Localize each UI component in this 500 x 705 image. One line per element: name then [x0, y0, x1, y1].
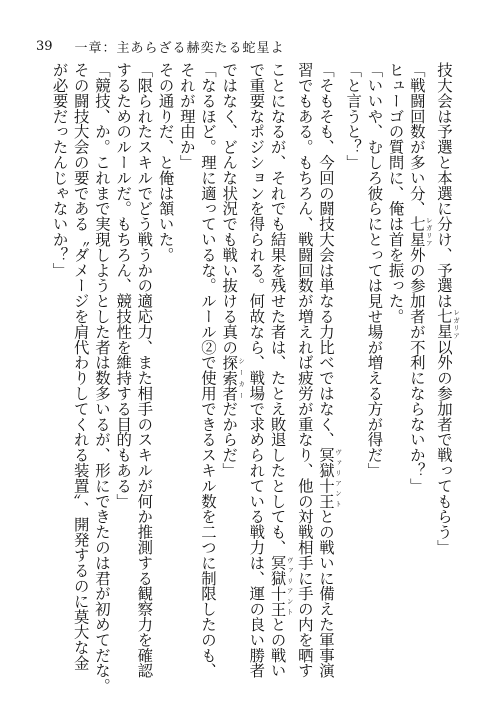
text-line	[48, 62, 69, 690]
text-segment: 「戦闘回数が多い分、	[407, 62, 426, 216]
page-number: 39	[36, 38, 53, 54]
ruby-reading: シーカー	[237, 354, 246, 401]
text-segment: 「と言うと？」	[344, 62, 363, 170]
text-line	[218, 62, 245, 690]
text-segment: との戦い	[268, 616, 287, 679]
text-segment: 以外の参加者で戦ってもらう」	[435, 339, 453, 555]
text-segment: 習でもある。もちろん、戦闘回数が増えれば疲労が重なり、他の対戦相手に手の内を晒す	[295, 62, 314, 678]
text-line	[197, 62, 218, 690]
ruby-base: 冥獄十王	[268, 554, 287, 617]
text-line	[133, 62, 154, 690]
text-line	[245, 62, 266, 690]
text-segment: 「いいや、むしろ彼らにとっては見せ場が増える方が得だ」	[365, 62, 384, 478]
ruby-reading: ヴァリアント	[285, 554, 294, 617]
text-segment: 「限られたスキルでどう戦うかの適応力、また相手のスキルが何か推測する観察力を確認	[135, 62, 154, 678]
text-line	[154, 62, 175, 690]
text-segment: 外の参加者が不利にならないか？」	[407, 246, 426, 494]
ruby-reading: レガリア	[452, 308, 460, 340]
text-line	[176, 62, 197, 690]
running-header	[36, 36, 285, 56]
text-line	[112, 62, 133, 690]
text-line	[266, 62, 293, 690]
ruby-annotated-term	[220, 354, 246, 401]
text-segment: 技大会は予選と本選に分け、予選は	[435, 62, 453, 309]
text-segment: するためのルールだ。もちろん、競技性を維持する目的もある」	[114, 62, 133, 509]
text-line	[406, 62, 433, 690]
chapter-title: 一章：主あらざる赫奕たる蛇星よ	[74, 40, 285, 56]
text-segment: それが理由か」	[177, 62, 196, 170]
text-line	[91, 62, 112, 694]
text-segment: だからだ」	[220, 400, 239, 478]
ruby-base: 七星	[435, 308, 453, 340]
text-line	[342, 62, 363, 690]
text-segment: ヒューゴの質問に、俺は首を振った。	[386, 62, 405, 324]
ruby-annotated-term	[407, 216, 433, 247]
text-line	[315, 62, 342, 690]
ruby-annotated-term	[316, 447, 342, 509]
ruby-reading: ヴァリアント	[333, 447, 342, 509]
text-line	[363, 62, 384, 690]
text-segment: で重要なポジションを得られる。何故なら、戦場で求められている戦力は、運の良い勝者	[247, 62, 266, 678]
text-segment: 「なるほど。理に適っているな。ルール②で使用できるスキル数を二つに制限したのも、	[198, 62, 217, 678]
text-line	[384, 62, 405, 690]
text-segment: ことになるが、それでも結果を残せた者は、たとえ敗退したとしても、	[268, 62, 287, 555]
ruby-reading: レガリア	[424, 216, 433, 247]
text-line	[70, 62, 91, 690]
vertical-body-text	[30, 62, 460, 694]
text-segment: その通りだ、と俺は頷いた。	[156, 62, 175, 263]
text-segment: が必要だったんじゃないか？」	[50, 62, 69, 278]
ruby-base: 探索者	[220, 354, 239, 401]
text-segment: との戦いに備えた軍事演	[316, 508, 335, 679]
text-segment: 「そもそも、今回の闘技大会は単なる力比べではなく、	[316, 62, 335, 447]
ruby-annotated-term	[435, 308, 460, 340]
text-segment: ではなく、どんな状況でも戦い抜ける真の	[220, 62, 239, 355]
text-segment: その闘技大会の要である〝ダメージを肩代わりしてくれる装置〟、開発するのに莫大な金	[71, 62, 90, 671]
ruby-base: 七星	[407, 216, 426, 247]
text-line	[294, 62, 315, 690]
text-segment: 「競技、か。これまで実現しようとした者は数多いるが、形にできたのは君が初めてだな。	[92, 62, 111, 694]
ruby-base: 冥獄十王	[316, 447, 335, 509]
ruby-annotated-term	[268, 554, 294, 617]
text-line	[433, 62, 460, 690]
